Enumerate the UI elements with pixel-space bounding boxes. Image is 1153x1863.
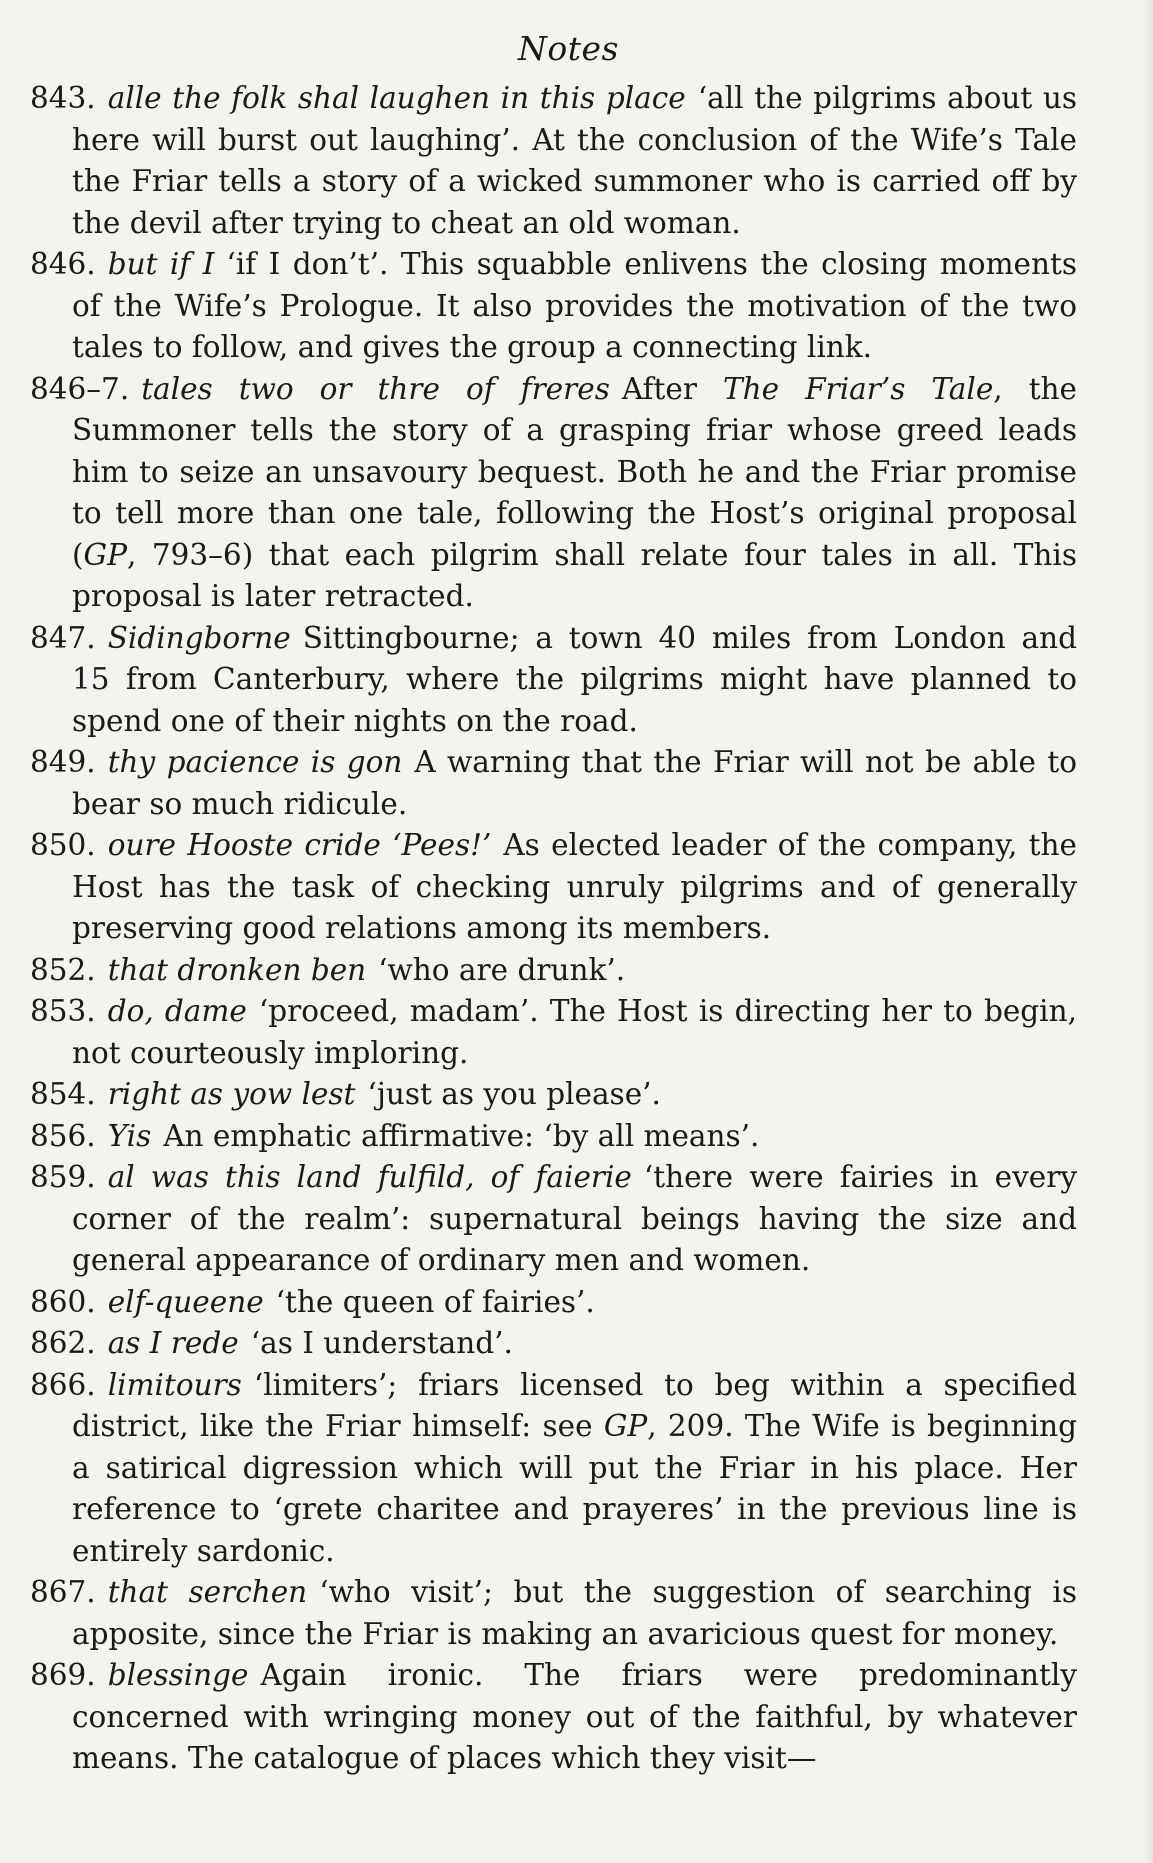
note-gloss: ‘who visit’; but the suggestion of searching is apposite, since the Friar is making an avaricious quest for money. xyxy=(72,1575,1077,1651)
note-gloss: ‘there were fairies in every corner of the realm’: supernatural beings having the size and general appearance of ordinary men and women. xyxy=(72,1160,1077,1277)
note-number: 847. xyxy=(30,620,96,655)
note-859 xyxy=(30,1157,1077,1282)
gloss-text: ‘limiters’; friars licensed to beg within a specified district, like the Friar himself: see xyxy=(72,1367,1077,1443)
note-gloss: An emphatic affirmative: ‘by all means’. xyxy=(163,1118,760,1153)
note-866 xyxy=(30,1365,1077,1573)
note-gloss: A warning that the Friar will not be able to bear so much ridicule. xyxy=(72,745,1077,821)
note-gloss xyxy=(72,372,1077,614)
note-852 xyxy=(30,950,1077,992)
note-number: 853. xyxy=(30,994,96,1028)
note-number: 867. xyxy=(30,1575,96,1609)
gloss-text: After xyxy=(621,371,723,406)
note-number: 846–7. xyxy=(30,371,130,406)
note-number: 860. xyxy=(30,1284,96,1319)
note-gloss: As elected leader of the company, the Host has the task of checking unruly pilgrims and of generally preserving good relations among its members. xyxy=(72,828,1077,945)
note-gloss: ‘who are drunk’. xyxy=(378,952,626,987)
note-number: 843. xyxy=(30,81,96,115)
note-lemma: Yis xyxy=(107,1118,152,1153)
gloss-text: , 793–6) that each pilgrim shall relate four tales in all. This proposal is later retracted. xyxy=(72,537,1077,613)
note-869 xyxy=(30,1655,1077,1780)
gloss-title: The Friar’s Tale xyxy=(723,371,994,406)
note-lemma: right as yow lest xyxy=(107,1077,356,1111)
gloss-text: , the Summoner tells the story of a grasping friar whose greed leads him to seize an unsavoury bequest. Both he and the Friar promise to tell more than one tale, following the Host’s original proposal ( xyxy=(72,371,1078,572)
note-number: 854. xyxy=(30,1077,96,1111)
note-lemma: alle the folk shal laughen in this place xyxy=(107,81,686,115)
note-860 xyxy=(30,1282,1077,1324)
note-gloss: ‘just as you please’. xyxy=(367,1077,661,1111)
note-lemma: thy pacience is gon xyxy=(107,745,403,779)
gloss-text: , 209. The Wife is beginning a satirical digression which will put the Friar in his place. Her reference to ‘grete charitee and prayeres’ in the previous line is entirely sardonic. xyxy=(72,1409,1077,1568)
gloss-abbreviation: GP xyxy=(603,1409,648,1443)
running-head: Notes xyxy=(518,29,619,68)
note-gloss: ‘the queen of fairies’. xyxy=(275,1284,595,1319)
note-lemma: do, dame xyxy=(107,994,247,1028)
note-lemma: elf-queene xyxy=(107,1284,264,1319)
note-862 xyxy=(30,1323,1077,1365)
note-lemma: blessinge xyxy=(107,1658,249,1692)
note-lemma: as I rede xyxy=(107,1326,239,1360)
note-gloss: ‘all the pilgrims about us here will burst out laughing’. At the conclusion of the Wife’s Tale the Friar tells a story of a wicked summoner who is carried off by the devil after trying to cheat an old woman. xyxy=(72,81,1077,240)
note-gloss: ‘if I don’t’. This squabble enlivens the closing moments of the Wife’s Prologue. It also provides the motivation of the two tales to follow, and gives the group a connecting link. xyxy=(72,247,1077,364)
note-number: 850. xyxy=(30,828,96,862)
note-gloss: Again ironic. The friars were predominantly concerned with wringing money out of the faithful, by whatever means. The catalogue of places which they visit— xyxy=(72,1658,1077,1775)
note-854 xyxy=(30,1074,1077,1116)
note-lemma: that serchen xyxy=(107,1575,308,1609)
note-843 xyxy=(30,78,1077,244)
note-846 xyxy=(30,244,1077,369)
note-849 xyxy=(30,742,1077,825)
note-gloss: ‘proceed, madam’. The Host is directing her to begin, not courteously imploring. xyxy=(72,994,1077,1070)
note-867 xyxy=(30,1572,1077,1655)
note-847 xyxy=(30,618,1077,743)
note-850 xyxy=(30,825,1077,950)
note-856 xyxy=(30,1116,1077,1158)
note-number: 856. xyxy=(30,1118,96,1153)
note-853 xyxy=(30,991,1077,1074)
note-gloss: ‘as I understand’. xyxy=(250,1326,513,1360)
note-lemma: limitours xyxy=(107,1367,242,1402)
note-number: 869. xyxy=(30,1658,96,1692)
note-number: 866. xyxy=(30,1367,96,1402)
note-lemma: Sidingborne xyxy=(107,620,291,655)
note-number: 859. xyxy=(30,1160,96,1194)
note-lemma: that dronken ben xyxy=(107,952,367,987)
note-846-7 xyxy=(30,369,1077,618)
note-lemma: al was this land fulfild, of faierie xyxy=(107,1160,632,1194)
note-number: 849. xyxy=(30,745,96,779)
note-lemma: but if I xyxy=(107,247,215,281)
note-gloss: Sittingbourne; a town 40 miles from London and 15 from Canterbury, where the pilgrims might have planned to spend one of their nights on the road. xyxy=(72,620,1077,738)
page-edge-shadow xyxy=(1141,0,1153,1863)
note-number: 852. xyxy=(30,952,96,987)
gloss-abbreviation: GP xyxy=(83,537,127,572)
note-number: 846. xyxy=(30,247,96,281)
note-number: 862. xyxy=(30,1326,96,1360)
note-lemma: tales two or thre of freres xyxy=(141,371,610,406)
note-lemma: oure Hooste cride ‘Pees!’ xyxy=(107,828,492,862)
